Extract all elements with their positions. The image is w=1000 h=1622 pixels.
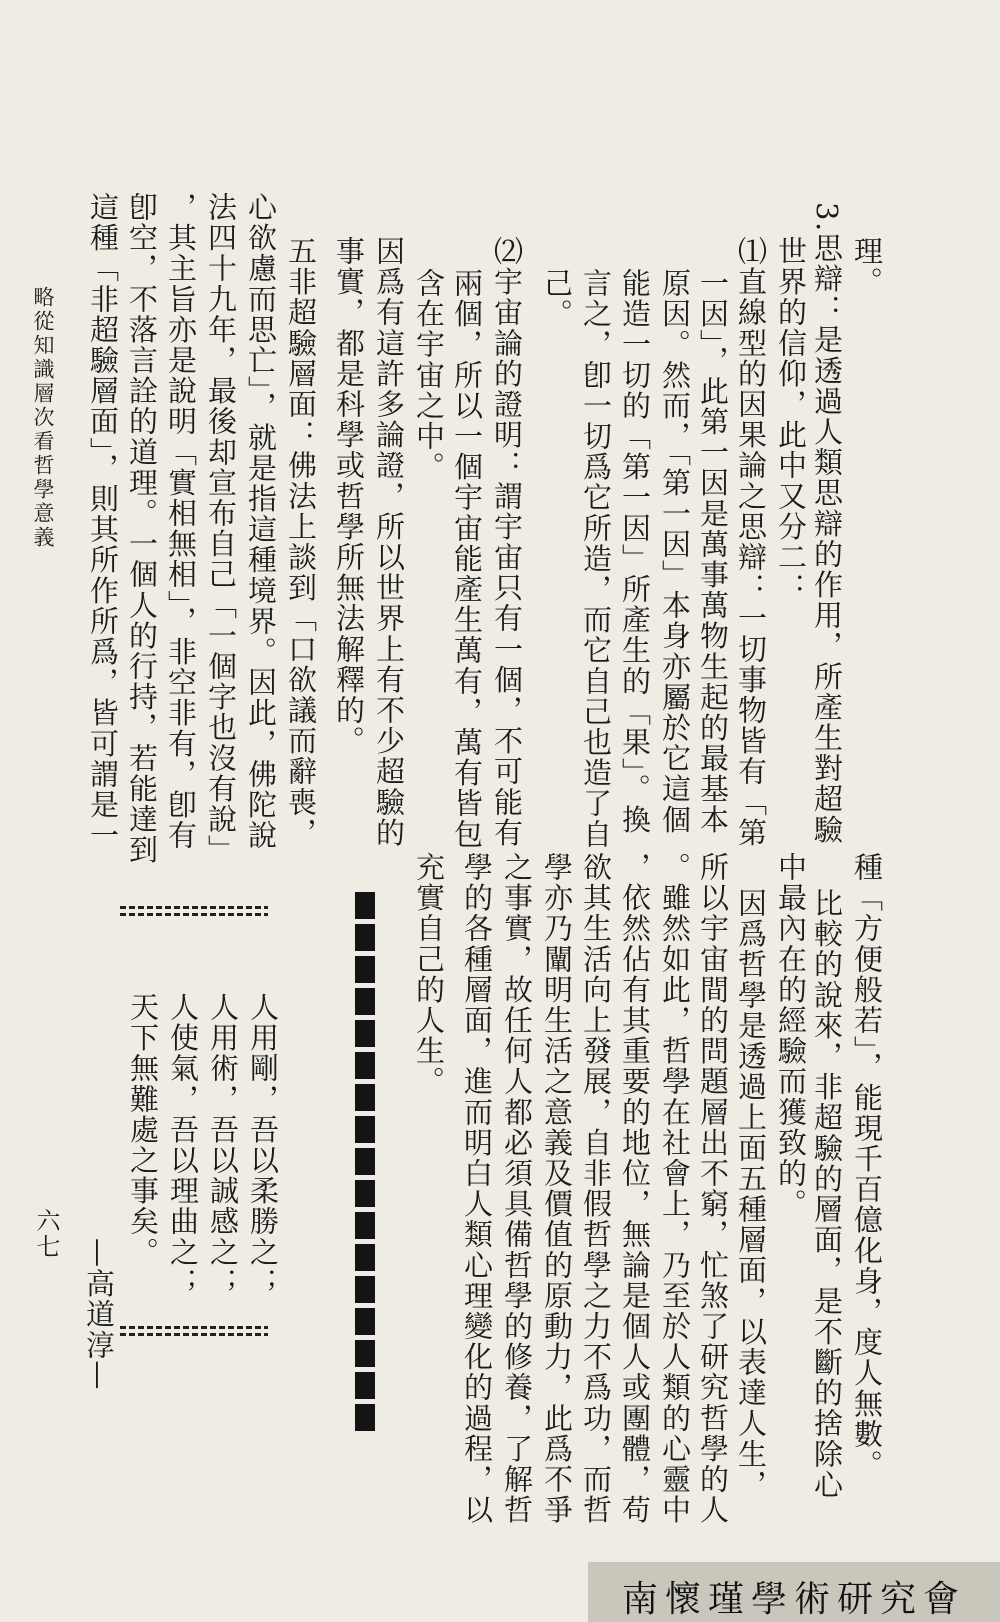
- quote-top-rule: [120, 906, 268, 920]
- text-column: 中最內在的經驗而獲致的。: [774, 852, 808, 1220]
- text-column: ，依然佔有其重要的地位，無論是個人或團體，苟: [618, 852, 652, 1526]
- watermark-banner: [588, 1562, 1000, 1622]
- text-column: 己。: [540, 268, 574, 330]
- quote-top-rule-line: [120, 906, 268, 909]
- text-column: 兩個，所以一個宇宙能產生萬有，萬有皆包: [450, 268, 484, 850]
- text-column: 種「方便般若」，能現千百億化身，度人無數。: [850, 852, 884, 1481]
- watermark-text: 南懷瑾學術研究會: [621, 1579, 966, 1620]
- text-column: 3.思辯：是透過人類思辯的作用，所產生對超驗: [810, 202, 844, 845]
- text-column: ，其主旨亦是說明「實相無相」，非空非有，卽有: [164, 192, 198, 851]
- page-number: 六七: [32, 1208, 60, 1260]
- text-column: 能造一切的「第一因」所產生的「果」。換: [618, 268, 652, 835]
- section-divider: [355, 892, 375, 1432]
- quote-line: 人使氣，吾以理曲之；: [166, 992, 200, 1298]
- text-column: 卽空，不落言詮的道理。一個人的行持，若能達到: [125, 192, 159, 866]
- text-column: ⑴直線型的因果論之思辯：一切事物皆有「第: [734, 236, 768, 848]
- text-column: 心欲慮而思亡」，就是指這種境界。因此，佛陀說: [244, 192, 278, 851]
- text-column: 學亦乃闡明生活之意義及價值的原動力，此爲不爭: [540, 852, 574, 1526]
- text-column: 因爲哲學是透過上面五種層面，以表達人生，: [734, 888, 768, 1500]
- quote-top-rule-line: [120, 913, 268, 916]
- text-column: ⑵宇宙論的證明：謂宇宙只有一個，不可能有: [490, 236, 524, 848]
- text-column: 學的各種層面，進而明白人類心理變化的過程，以: [460, 852, 494, 1526]
- text-column: 因爲有這許多論證，所以世界上有不少超驗的: [372, 236, 406, 848]
- quote-attribution: —高道淳—: [82, 1238, 116, 1391]
- quote-line: 人用術，吾以誠感之；: [206, 992, 240, 1298]
- text-column: 一因」，此第一因是萬事萬物生起的最基本: [696, 268, 730, 835]
- text-column: 五非超驗層面：佛法上談到「口欲議而辭喪，: [284, 236, 318, 848]
- text-column: 含在宇宙之中。: [412, 268, 446, 483]
- text-column: 所以宇宙間的問題層出不窮，忙煞了研究哲學的人: [696, 852, 730, 1526]
- text-column: 原因。然而，「第一因」本身亦屬於它這個: [658, 268, 692, 835]
- text-column: 之事實，故任何人都必須具備哲學的修養，了解哲: [500, 852, 534, 1526]
- text-column: 事實，都是科學或哲學所無法解釋的。: [332, 236, 366, 757]
- text-column: 法四十九年，最後却宣布自己「一個字也沒有說」: [204, 192, 238, 866]
- quote-line: 人用剛，吾以柔勝之；: [246, 992, 280, 1298]
- text-column: 世界的信仰，此中又分二：: [774, 236, 808, 604]
- text-column: 欲其生活向上發展，自非假哲學之力不爲功，而哲: [579, 852, 613, 1526]
- text-column: 這種「非超驗層面」，則其所作所爲，皆可謂是一: [86, 192, 120, 851]
- text-column: 理。: [850, 236, 884, 298]
- text-column: 。雖然如此，哲學在社會上，乃至於人類的心靈中: [658, 852, 692, 1526]
- quote-bottom-rule-line: [120, 1333, 268, 1336]
- text-column: 充實自己的人生。: [412, 852, 446, 1097]
- quote-line: 天下無難處之事矣。: [126, 992, 160, 1268]
- text-column: 言之，卽一切爲它所造，而它自己也造了自: [579, 268, 613, 850]
- quote-bottom-rule-line: [120, 1326, 268, 1329]
- quote-bottom-rule: [120, 1326, 268, 1340]
- running-head: 略從知識層次看哲學意義: [31, 286, 55, 550]
- text-column: 比較的說來，非超驗的層面，是不斷的捨除心: [810, 888, 844, 1500]
